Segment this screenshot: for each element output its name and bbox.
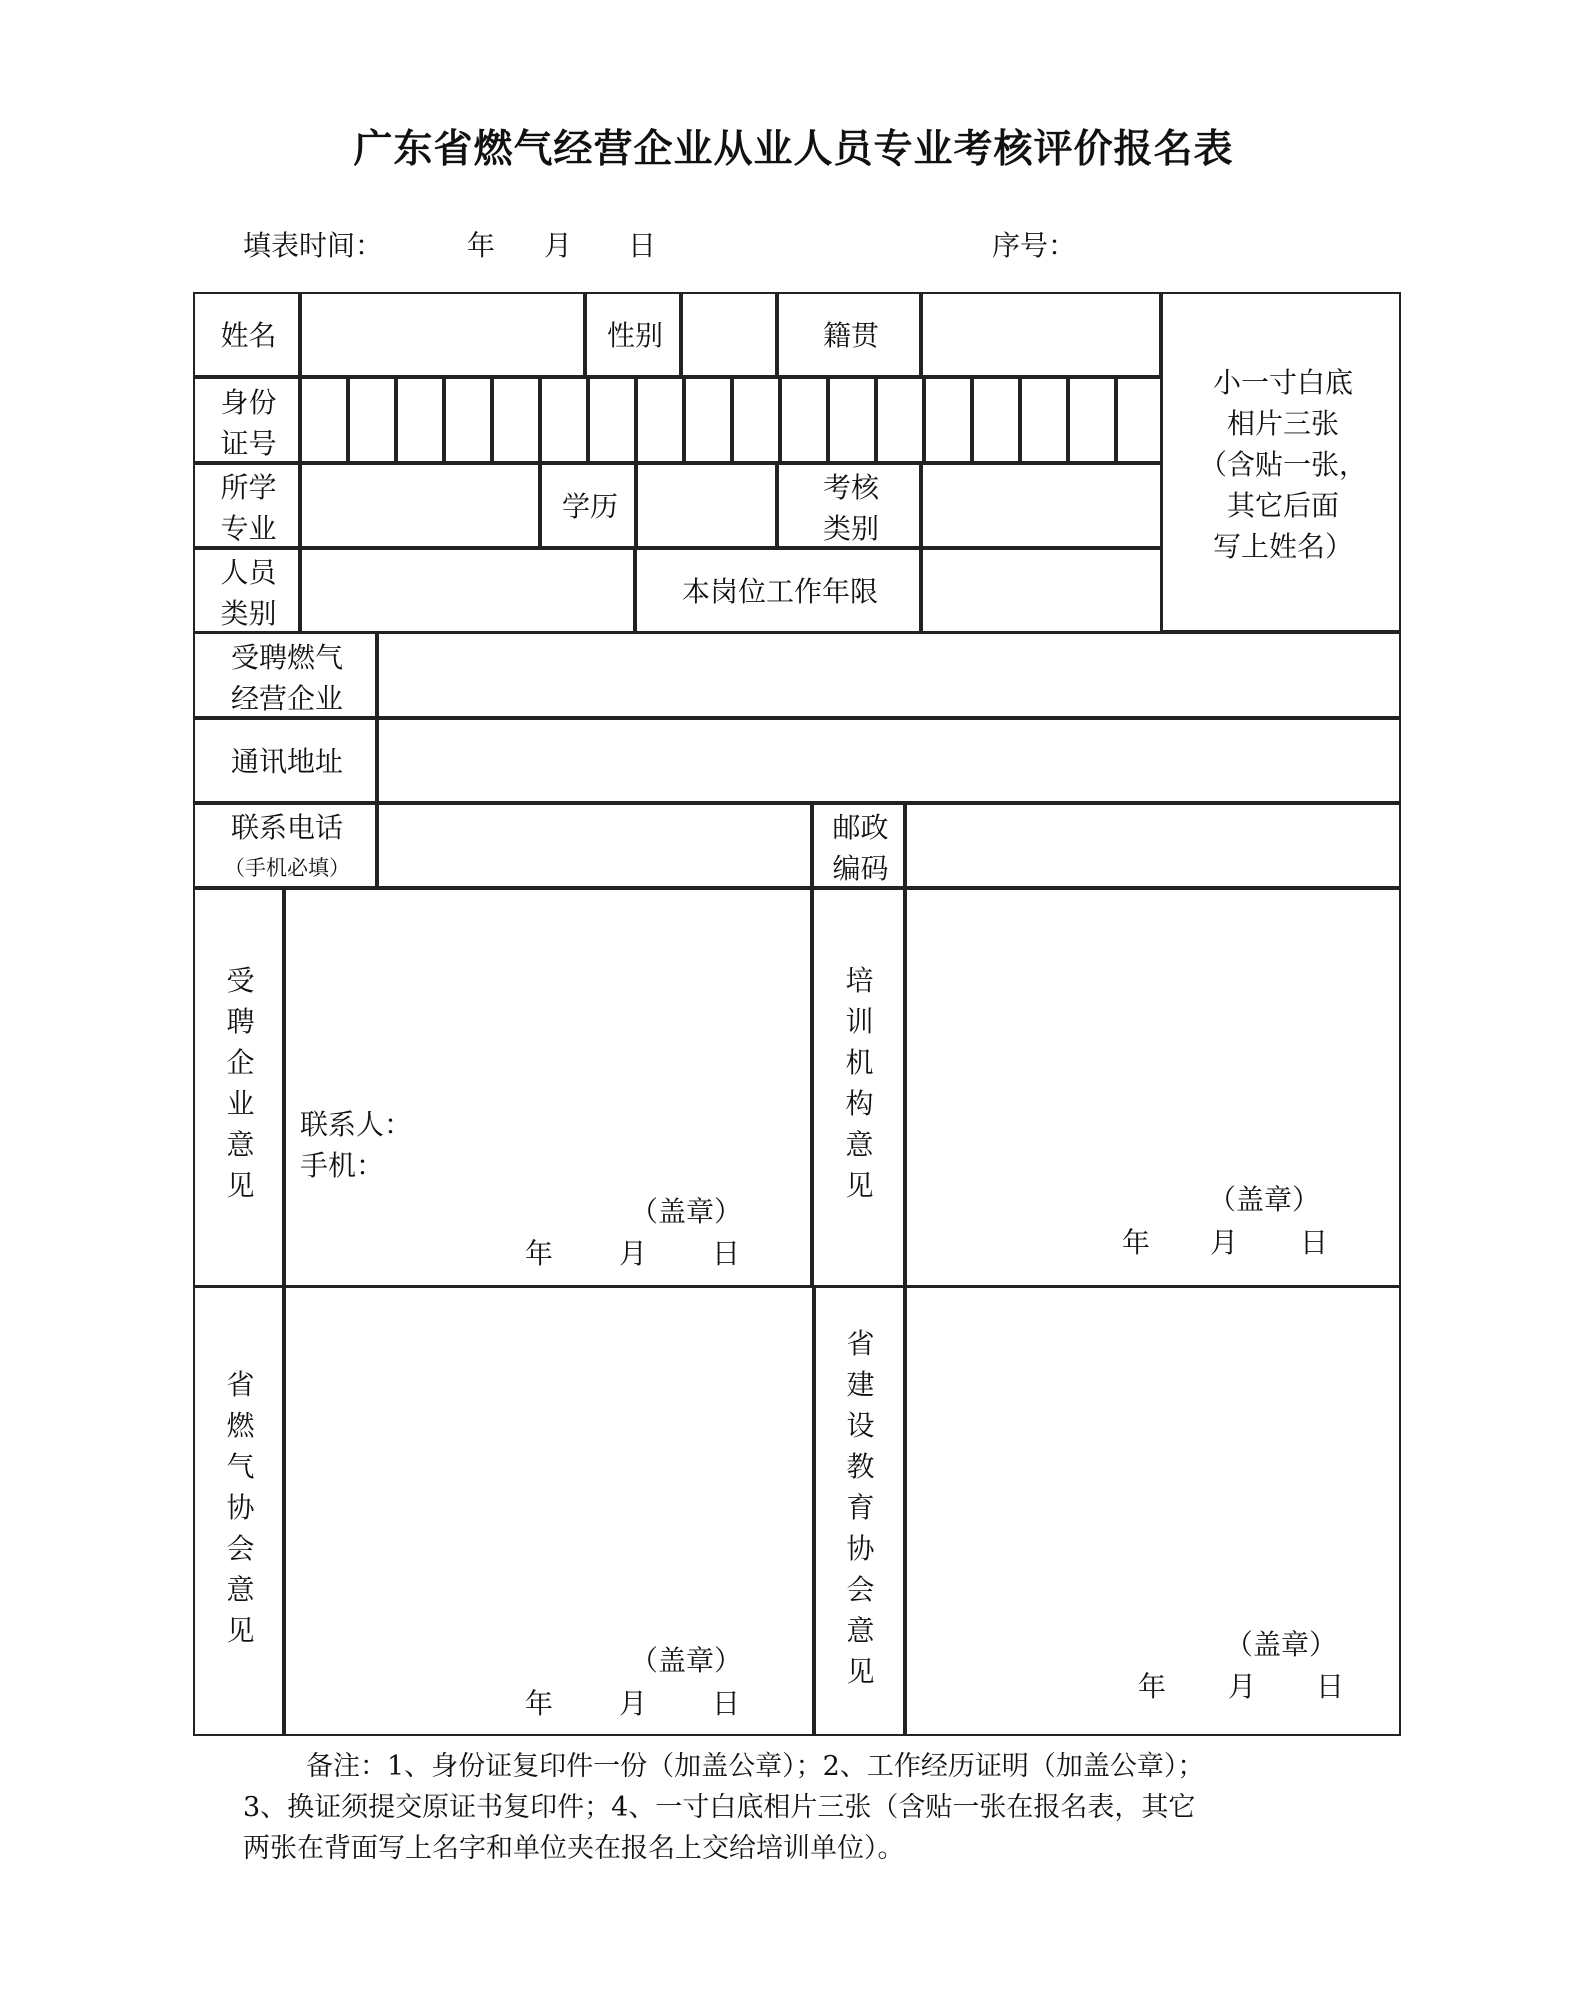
id-digit-box[interactable] — [972, 377, 1020, 463]
address-label-cell — [193, 718, 377, 803]
id-digit-box[interactable] — [300, 377, 348, 463]
gender-field[interactable] — [681, 292, 777, 377]
photo-cell[interactable] — [1161, 292, 1401, 632]
notes-line-1: 备注：1、身份证复印件一份（加盖公章）；2、工作经历证明（加盖公章）； — [306, 1751, 1205, 1782]
name-label: 姓名 — [220, 319, 277, 352]
training-opinion-field[interactable] — [905, 888, 1401, 1287]
id-digit-box[interactable] — [1116, 377, 1162, 463]
id-label-cell — [193, 377, 300, 463]
education-association-label-cell — [814, 1286, 905, 1736]
phone-note: （手机必填） — [224, 856, 350, 880]
employer-opinion-field[interactable] — [284, 888, 812, 1287]
phone-label: 联系电话 — [230, 811, 343, 844]
id-digit-box[interactable] — [492, 377, 540, 463]
employer-label-line-2: 经营企业 — [230, 682, 343, 715]
id-digit-box[interactable] — [828, 377, 876, 463]
photo-line-5: 写上姓名） — [1212, 530, 1353, 563]
person-category-label-line-2: 类别 — [220, 597, 277, 630]
employer-field[interactable] — [377, 632, 1401, 718]
native-place-label-cell — [777, 292, 921, 377]
id-digit-box[interactable] — [876, 377, 924, 463]
id-digit-box[interactable] — [1068, 377, 1116, 463]
photo-line-4: 其它后面 — [1226, 489, 1339, 522]
postcode-field[interactable] — [905, 803, 1401, 888]
major-field[interactable] — [300, 463, 540, 548]
postcode-label-line-2: 编码 — [832, 852, 889, 885]
education-association-label: 省建设教育协会意见 — [846, 1327, 875, 1688]
exam-category-label-cell — [777, 463, 921, 548]
training-opinion-label: 培训机构意见 — [845, 964, 874, 1202]
notes-line-2: 3、换证须提交原证书复印件；4、一寸白底相片三张（含贴一张在报名表，其它 — [243, 1792, 1196, 1823]
fill-time-label: 填表时间： — [243, 229, 384, 262]
work-years-label-cell — [635, 548, 921, 633]
serial-label: 序号： — [992, 229, 1077, 262]
native-place-field[interactable] — [921, 292, 1161, 377]
gas-association-year: 年 — [524, 1687, 553, 1720]
id-digit-box[interactable] — [540, 377, 588, 463]
name-label-cell — [193, 292, 300, 377]
education-association-year: 年 — [1137, 1670, 1166, 1703]
gas-association-field[interactable] — [284, 1286, 814, 1736]
training-day: 日 — [1299, 1226, 1328, 1259]
gas-association-seal: （盖章） — [629, 1644, 742, 1677]
work-years-label: 本岗位工作年限 — [681, 575, 878, 608]
exam-category-label-line-1: 考核 — [822, 471, 879, 504]
gas-association-label: 省燃气协会意见 — [226, 1368, 255, 1647]
native-place-label: 籍贯 — [822, 319, 879, 352]
training-year: 年 — [1121, 1226, 1150, 1259]
education-association-day: 日 — [1315, 1670, 1344, 1703]
id-label-line-1: 身份 — [220, 386, 277, 419]
id-label-line-2: 证号 — [220, 427, 277, 460]
education-association-month: 月 — [1227, 1670, 1256, 1703]
training-month: 月 — [1209, 1226, 1238, 1259]
education-label: 学历 — [561, 490, 618, 523]
postcode-label-cell — [812, 803, 905, 888]
registration-table — [194, 293, 1401, 1736]
person-category-label-line-1: 人员 — [220, 556, 277, 589]
photo-line-1: 小一寸白底 — [1212, 366, 1353, 399]
id-digit-box[interactable] — [444, 377, 492, 463]
id-digit-box[interactable] — [924, 377, 972, 463]
gas-association-day: 日 — [711, 1687, 740, 1720]
gas-association-label-cell — [193, 1286, 284, 1736]
fill-month: 月 — [544, 229, 573, 262]
fill-year: 年 — [467, 229, 496, 262]
gender-label-cell — [585, 292, 681, 377]
employer-day: 日 — [711, 1237, 740, 1270]
phone-label-cell — [193, 803, 377, 888]
id-digit-box[interactable] — [732, 377, 780, 463]
id-digit-box[interactable] — [684, 377, 732, 463]
gender-label: 性别 — [606, 319, 663, 352]
person-category-label-cell — [193, 548, 300, 633]
id-digit-box[interactable] — [1020, 377, 1068, 463]
name-field[interactable] — [300, 292, 585, 377]
employer-seal: （盖章） — [629, 1195, 742, 1228]
id-digit-box[interactable] — [588, 377, 636, 463]
education-association-field[interactable] — [905, 1286, 1401, 1736]
employer-year: 年 — [524, 1237, 553, 1270]
education-label-cell — [540, 463, 636, 548]
major-label-line-2: 专业 — [220, 512, 277, 545]
training-opinion-label-cell — [812, 888, 905, 1287]
training-seal: （盖章） — [1207, 1183, 1320, 1216]
fill-day: 日 — [628, 229, 657, 262]
work-years-field[interactable] — [921, 548, 1162, 633]
postcode-label-line-1: 邮政 — [832, 811, 889, 844]
employer-opinion-label-cell — [193, 888, 284, 1287]
gas-association-month: 月 — [618, 1687, 647, 1720]
photo-line-3: （含贴一张， — [1198, 448, 1367, 481]
mobile-label: 手机： — [300, 1149, 385, 1182]
education-association-seal: （盖章） — [1224, 1628, 1337, 1661]
id-digit-box[interactable] — [396, 377, 444, 463]
exam-category-label-line-2: 类别 — [822, 512, 879, 545]
major-label-cell — [193, 463, 300, 548]
major-label-line-1: 所学 — [220, 471, 277, 504]
person-category-field[interactable] — [300, 548, 635, 633]
notes-line-3: 两张在背面写上名字和单位夹在报名上交给培训单位）。 — [243, 1833, 905, 1864]
id-digit-box[interactable] — [636, 377, 684, 463]
form-title: 广东省燃气经营企业从业人员专业考核评价报名表 — [353, 127, 1234, 172]
photo-line-2: 相片三张 — [1226, 407, 1339, 440]
address-label: 通讯地址 — [230, 745, 343, 778]
exam-category-field[interactable] — [921, 463, 1162, 548]
phone-field[interactable] — [377, 803, 812, 888]
contact-person-label: 联系人： — [300, 1108, 413, 1141]
education-field[interactable] — [636, 463, 777, 548]
id-digit-box[interactable] — [780, 377, 828, 463]
employer-label-line-1: 受聘燃气 — [230, 641, 343, 674]
address-field[interactable] — [377, 718, 1401, 803]
employer-month: 月 — [618, 1237, 647, 1270]
notes — [243, 1746, 1353, 1869]
id-digit-box[interactable] — [348, 377, 396, 463]
employer-opinion-label: 受聘企业意见 — [226, 964, 255, 1202]
employer-label-cell — [193, 632, 377, 718]
